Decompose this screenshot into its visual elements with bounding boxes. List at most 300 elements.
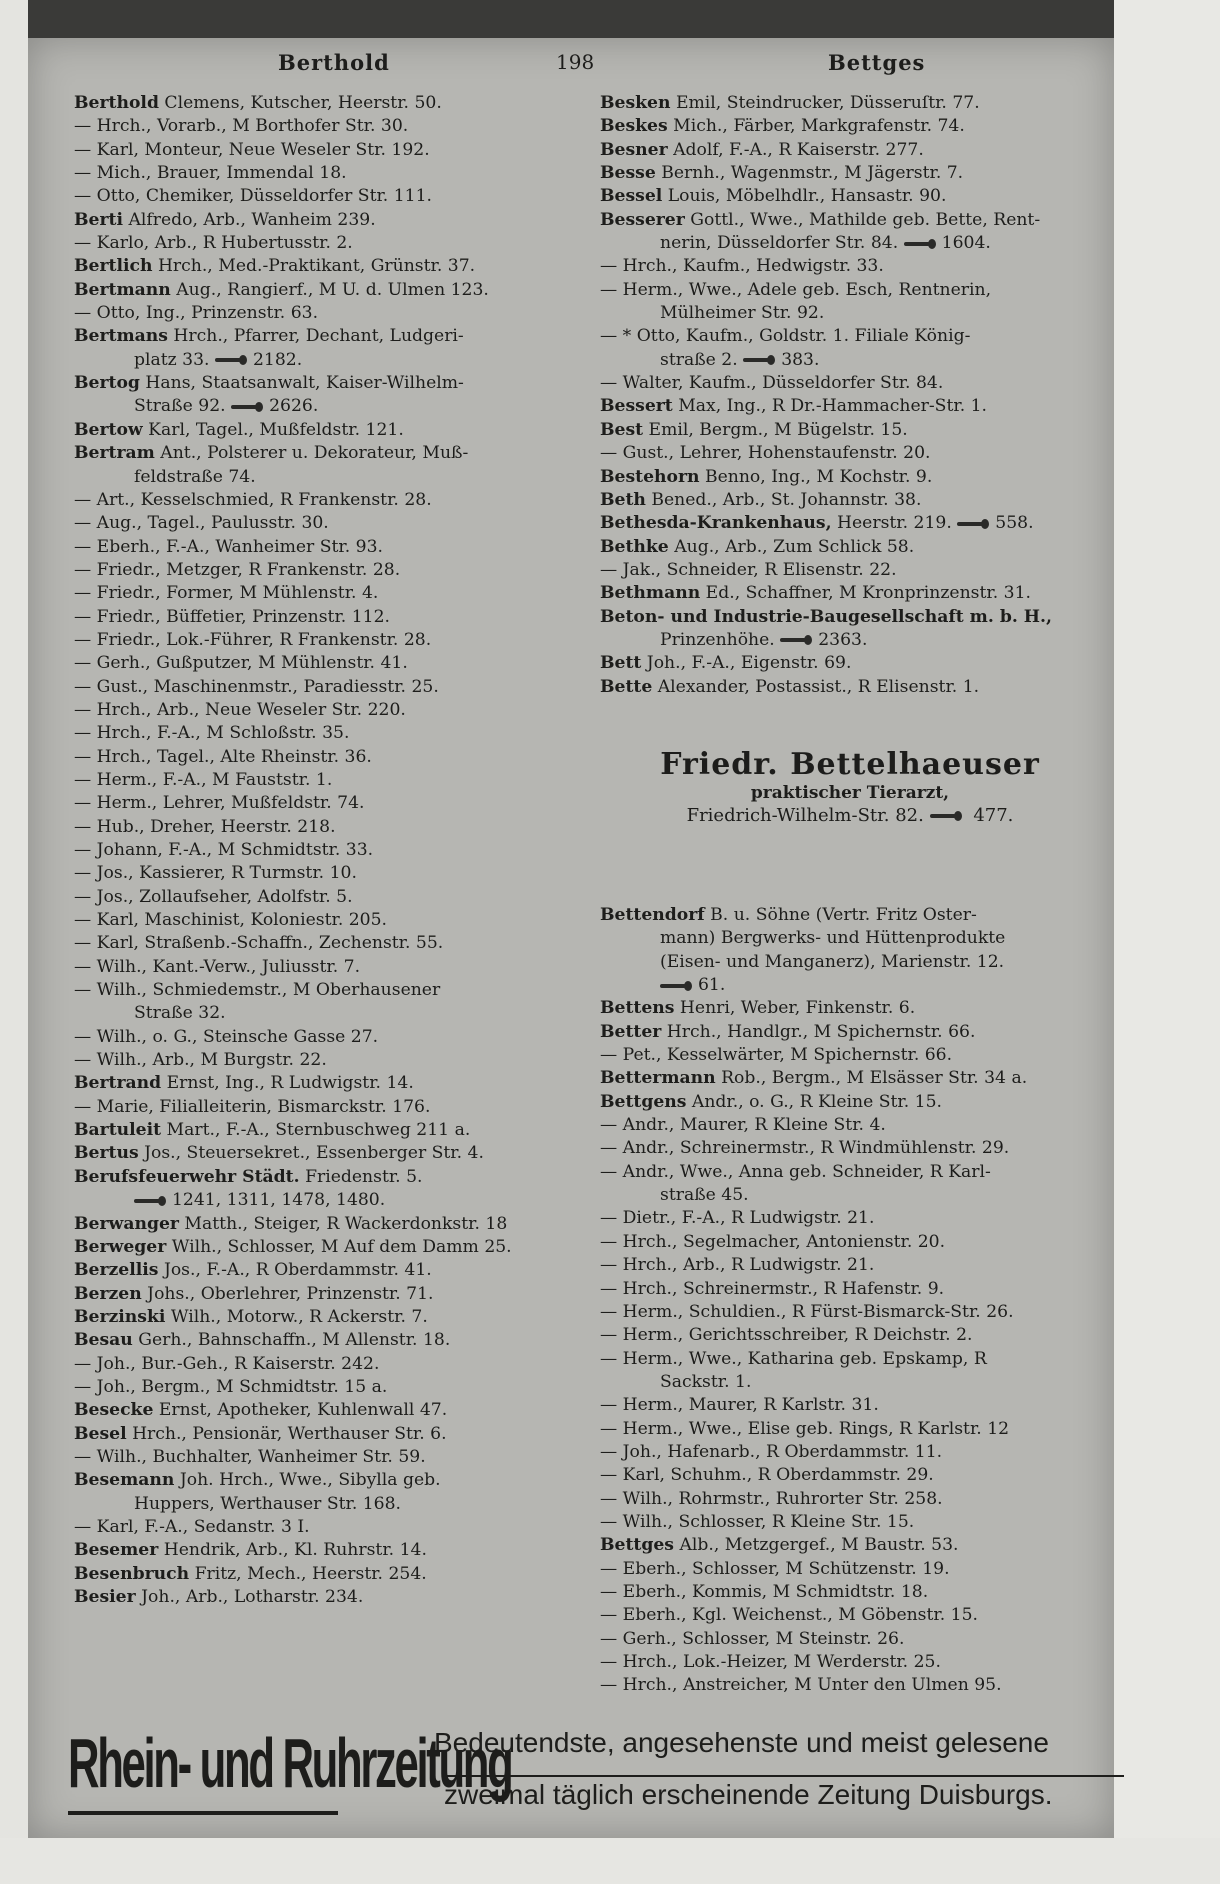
directory-entry xyxy=(74,1259,574,1282)
entry-details: Mart., F.-A., Sternbuschweg 211 a. xyxy=(161,1120,471,1141)
entry-phone-number: 2626. xyxy=(269,396,319,417)
entry-details: Benno, Ing., M Kochstr. 9. xyxy=(699,466,933,487)
directory-entry xyxy=(74,932,574,955)
entry-details: Emil, Bergm., M Bügelstr. 15. xyxy=(643,419,908,440)
entry-surname: Besecke xyxy=(74,1400,154,1421)
entry-details: Alb., Metzgergef., M Baustr. 53. xyxy=(673,1535,959,1556)
entry-details: Jos., F.-A., R Oberdammstr. 41. xyxy=(158,1260,432,1281)
entry-surname: Berufsfeuerwehr Städt. xyxy=(74,1166,300,1187)
entry-phone-number: 1241, 1311, 1478, 1480. xyxy=(172,1190,386,1211)
page-header xyxy=(28,50,1114,84)
entry-details: Hrch., Handlgr., M Spichernstr. 66. xyxy=(661,1021,976,1042)
directory-entry xyxy=(600,489,1100,512)
entry-details: nerin, Düsseldorfer Str. 84. xyxy=(660,233,899,254)
entry-surname: Besner xyxy=(600,139,668,160)
entry-details: platz 33. xyxy=(134,349,210,370)
entry-details: — Herm., Gerichtsschreiber, R Deichstr. 2. xyxy=(600,1325,973,1346)
entry-surname: Berti xyxy=(74,209,123,230)
entry-phone-number: 61. xyxy=(698,975,726,996)
directory-entry xyxy=(600,1137,1100,1160)
directory-entry xyxy=(74,419,574,442)
entry-details: Louis, Möbelhdlr., Hansastr. 90. xyxy=(662,186,947,207)
directory-entry xyxy=(600,1581,1100,1604)
entry-details: — Hrch., Arb., Neue Weseler Str. 220. xyxy=(74,699,406,720)
entry-surname: Bertow xyxy=(74,419,143,440)
page-edge-left xyxy=(0,0,28,1884)
directory-entry xyxy=(600,927,1100,950)
ad-title: Friedr. Bettelhaeuser xyxy=(660,747,1040,782)
directory-entry xyxy=(74,1329,574,1352)
entry-details: Ernst, Apotheker, Kuhlenwall 47. xyxy=(153,1400,448,1421)
entry-details: Hrch., Med.-Praktikant, Grünstr. 37. xyxy=(152,256,476,277)
directory-entry xyxy=(74,1446,574,1469)
entry-surname: Bettens xyxy=(600,998,675,1019)
entry-surname: Bettges xyxy=(600,1535,674,1556)
entry-details: Friedenstr. 5. xyxy=(299,1166,423,1187)
entry-details: Wilh., Schlosser, M Auf dem Damm 25. xyxy=(166,1236,512,1257)
directory-entry xyxy=(74,582,574,605)
directory-entry xyxy=(600,1534,1100,1557)
directory-entry xyxy=(600,1394,1100,1417)
directory-entry xyxy=(74,209,574,232)
entry-surname: Bertlich xyxy=(74,256,153,277)
entry-surname: Besier xyxy=(74,1587,136,1607)
entry-phone-number: 2363. xyxy=(818,629,868,650)
entry-details: — Marie, Filialleiterin, Bismarckstr. 176. xyxy=(74,1096,431,1117)
directory-entry xyxy=(600,1418,1100,1441)
entry-details: — Karl, Maschinist, Koloniestr. 205. xyxy=(74,910,388,931)
directory-entry xyxy=(74,302,574,325)
directory-page xyxy=(28,38,1114,1838)
entry-details: Matth., Steiger, R Wackerdonkstr. 18 xyxy=(178,1213,508,1234)
left-column xyxy=(74,92,574,1609)
entry-details: — Wilh., Rohrmstr., Ruhrorter Str. 258. xyxy=(600,1488,943,1509)
directory-entry xyxy=(74,1423,574,1446)
telephone-icon xyxy=(231,402,265,412)
entry-surname: Bessert xyxy=(600,396,673,417)
directory-entry xyxy=(74,1166,574,1189)
directory-entry xyxy=(74,1049,574,1072)
entry-details: — Jos., Zollaufseher, Adolfstr. 5. xyxy=(74,886,353,907)
logo-underline xyxy=(68,1811,338,1815)
directory-entry xyxy=(600,139,1100,162)
entry-details: Adolf, F.-A., R Kaiserstr. 277. xyxy=(667,139,924,160)
telephone-icon xyxy=(957,519,991,529)
entry-surname: Bartuleit xyxy=(74,1120,162,1141)
entry-details: — Herm., F.-A., M Fauststr. 1. xyxy=(74,769,333,790)
directory-entry xyxy=(600,279,1100,302)
directory-entry xyxy=(74,489,574,512)
entry-details: — Friedr., Metzger, R Frankenstr. 28. xyxy=(74,559,401,580)
entry-details: — Pet., Kesselwärter, M Spichernstr. 66. xyxy=(600,1045,953,1066)
entry-details: — * Otto, Kaufm., Goldstr. 1. Filiale König- xyxy=(600,326,971,347)
entry-surname: Bertus xyxy=(74,1143,139,1164)
entry-details: — Hub., Dreher, Heerstr. 218. xyxy=(74,816,336,837)
directory-entry xyxy=(74,676,574,699)
directory-entry xyxy=(600,92,1100,115)
entry-details: — Karl, Monteur, Neue Weseler Str. 192. xyxy=(74,139,430,160)
entry-surname: Beton- und Industrie-Baugesellschaft m. b. H., xyxy=(600,606,1053,627)
entry-details: — Hrch., Schreinermstr., R Hafenstr. 9. xyxy=(600,1278,945,1299)
entry-details: — Herm., Maurer, R Karlstr. 31. xyxy=(600,1395,879,1416)
entry-details: — Hrch., Kaufm., Hedwigstr. 33. xyxy=(600,256,884,277)
directory-entry xyxy=(600,325,1100,348)
entry-details: Prinzenhöhe. xyxy=(660,629,775,650)
entry-details: — Eberh., Kommis, M Schmidtstr. 18. xyxy=(600,1581,929,1602)
directory-entry xyxy=(74,1119,574,1142)
entry-surname: Beth xyxy=(600,489,646,510)
directory-entry xyxy=(74,255,574,278)
directory-entry xyxy=(600,209,1100,232)
directory-entry xyxy=(74,559,574,582)
directory-entry xyxy=(74,886,574,909)
entry-details: — Wilh., Buchhalter, Wanheimer Str. 59. xyxy=(74,1446,426,1467)
directory-entry xyxy=(600,559,1100,582)
entry-details: — Johann, F.-A., M Schmidtstr. 33. xyxy=(74,840,374,860)
entry-details: — Wilh., Arb., M Burgstr. 22. xyxy=(74,1050,327,1071)
entry-details: — Joh., Bergm., M Schmidtstr. 15 a. xyxy=(74,1376,388,1397)
entry-details: Alexander, Postassist., R Elisenstr. 1. xyxy=(652,676,980,697)
directory-entry xyxy=(74,279,574,302)
entry-details: feldstraße 74. xyxy=(134,466,256,487)
entry-surname: Bethke xyxy=(600,536,669,557)
directory-entry xyxy=(600,1488,1100,1511)
entry-details: — Herm., Wwe., Elise geb. Rings, R Karlstr. 12 xyxy=(600,1418,1010,1439)
ad-address: Friedrich-Wilhelm-Str. 82. xyxy=(686,805,924,826)
entry-details: Ernst, Ing., R Ludwigstr. 14. xyxy=(161,1073,414,1094)
entry-details: Andr., o. G., R Kleine Str. 15. xyxy=(686,1091,942,1112)
entry-surname: Besemann xyxy=(74,1470,175,1491)
entry-details: Huppers, Werthauser Str. 168. xyxy=(134,1493,402,1514)
directory-entry xyxy=(600,974,1100,997)
entry-details: Alfredo, Arb., Wanheim 239. xyxy=(123,209,376,230)
directory-entry xyxy=(600,442,1100,465)
directory-entry xyxy=(600,1161,1100,1184)
directory-entry xyxy=(600,185,1100,208)
directory-entry xyxy=(600,1301,1100,1324)
directory-entry xyxy=(600,997,1100,1020)
entry-details: Aug., Rangierf., M U. d. Ulmen 123. xyxy=(170,279,489,300)
directory-entry xyxy=(74,652,574,675)
entry-surname: Bertog xyxy=(74,373,140,394)
page-number: 198 xyxy=(556,50,595,74)
entry-details: — Wilh., o. G., Steinsche Gasse 27. xyxy=(74,1026,379,1047)
directory-entry xyxy=(74,1213,574,1236)
entry-surname: Bett xyxy=(600,653,642,674)
header-left-keyword: Berthold xyxy=(278,50,390,75)
entry-details: Ed., Schaffner, M Kronprinzenstr. 31. xyxy=(700,583,1031,604)
directory-entry xyxy=(74,372,574,395)
directory-entry xyxy=(74,1189,574,1212)
entry-details: — Mich., Brauer, Immendal 18. xyxy=(74,163,347,184)
directory-entry xyxy=(600,1558,1100,1581)
entry-surname: Beskes xyxy=(600,116,668,137)
entry-details: Straße 92. xyxy=(134,396,226,417)
directory-entry xyxy=(600,1371,1100,1394)
entry-details: Sackstr. 1. xyxy=(660,1371,752,1392)
right-column-top xyxy=(600,92,1100,699)
entry-details: Clemens, Kutscher, Heerstr. 50. xyxy=(158,93,442,113)
entry-details: — Dietr., F.-A., R Ludwigstr. 21. xyxy=(600,1208,875,1229)
directory-entry xyxy=(74,395,574,418)
entry-details: — Hrch., Segelmacher, Antonienstr. 20. xyxy=(600,1231,946,1252)
directory-entry xyxy=(600,652,1100,675)
right-column-bottom xyxy=(600,904,1100,1698)
directory-entry xyxy=(600,1674,1100,1697)
directory-entry xyxy=(74,1399,574,1422)
entry-surname: Bertmann xyxy=(74,279,171,300)
ad-subtitle: praktischer Tierarzt, xyxy=(750,783,950,803)
entry-details: Joh. Hrch., Wwe., Sibylla geb. xyxy=(174,1470,441,1491)
directory-entry xyxy=(600,904,1100,927)
entry-details: — Eberh., Schlosser, M Schützenstr. 19. xyxy=(600,1558,950,1579)
entry-details: Fritz, Mech., Heerstr. 254. xyxy=(189,1563,427,1584)
directory-entry xyxy=(600,1254,1100,1277)
directory-entry xyxy=(74,839,574,862)
entry-surname: Bette xyxy=(600,676,653,697)
entry-surname: Berzellis xyxy=(74,1260,159,1281)
directory-entry xyxy=(600,1511,1100,1534)
entry-details: — Karl, Schuhm., R Oberdammstr. 29. xyxy=(600,1465,934,1486)
directory-entry xyxy=(74,139,574,162)
telephone-icon xyxy=(780,635,814,645)
entry-surname: Better xyxy=(600,1021,662,1042)
entry-details: Straße 32. xyxy=(134,1003,226,1024)
directory-entry xyxy=(600,115,1100,138)
entry-details: — Friedr., Lok.-Führer, R Frankenstr. 28. xyxy=(74,629,432,650)
directory-entry xyxy=(74,512,574,535)
directory-entry xyxy=(74,909,574,932)
entry-details: — Karlo, Arb., R Hubertusstr. 2. xyxy=(74,233,353,254)
entry-details: Mich., Färber, Markgrafenstr. 74. xyxy=(667,116,965,137)
directory-entry xyxy=(600,395,1100,418)
directory-entry xyxy=(600,536,1100,559)
directory-entry xyxy=(600,1067,1100,1090)
entry-details: — Eberh., F.-A., Wanheimer Str. 93. xyxy=(74,536,384,557)
directory-entry xyxy=(74,349,574,372)
footer-tagline-1: Bedeutendste, angesehenste und meist gelesene xyxy=(434,1727,1049,1758)
entry-details: — Art., Kesselschmied, R Frankenstr. 28. xyxy=(74,489,432,510)
directory-entry xyxy=(74,1306,574,1329)
entry-details: — Otto, Ing., Prinzenstr. 63. xyxy=(74,303,319,324)
directory-entry xyxy=(74,1072,574,1095)
entry-details: B. u. Söhne (Vertr. Fritz Oster- xyxy=(704,905,977,925)
entry-surname: Berzen xyxy=(74,1283,142,1304)
entry-details: — Andr., Maurer, R Kleine Str. 4. xyxy=(600,1115,886,1136)
entry-details: — Jos., Kassierer, R Turmstr. 10. xyxy=(74,863,357,884)
directory-entry xyxy=(600,1044,1100,1067)
entry-details: Heerstr. 219. xyxy=(831,513,952,534)
telephone-icon xyxy=(930,811,964,821)
entry-surname: Bettendorf xyxy=(600,905,705,925)
footer-tagline-2: zweimal täglich erscheinende Zeitung Duisburgs. xyxy=(444,1775,1124,1811)
directory-entry xyxy=(600,419,1100,442)
entry-details: — Friedr., Former, M Mühlenstr. 4. xyxy=(74,583,379,604)
directory-entry xyxy=(600,1184,1100,1207)
directory-entry xyxy=(600,1324,1100,1347)
directory-entry xyxy=(600,1348,1100,1371)
directory-entry xyxy=(74,722,574,745)
directory-entry xyxy=(74,862,574,885)
entry-surname: Besemer xyxy=(74,1540,159,1561)
directory-entry xyxy=(74,325,574,348)
entry-surname: Besenbruch xyxy=(74,1563,190,1584)
directory-entry xyxy=(600,1091,1100,1114)
entry-details: — Gerh., Gußputzer, M Mühlenstr. 41. xyxy=(74,653,408,674)
entry-details: — Herm., Wwe., Adele geb. Esch, Rentnerin, xyxy=(600,279,992,300)
entry-details: — Gust., Maschinenmstr., Paradiesstr. 25. xyxy=(74,676,439,697)
directory-entry xyxy=(74,629,574,652)
entry-details: — Wilh., Kant.-Verw., Juliusstr. 7. xyxy=(74,956,361,977)
directory-entry xyxy=(74,115,574,138)
directory-entry xyxy=(74,1376,574,1399)
directory-entry xyxy=(74,442,574,465)
entry-details: — Hrch., Vorarb., M Borthofer Str. 30. xyxy=(74,116,409,137)
entry-details: — Friedr., Büffetier, Prinzenstr. 112. xyxy=(74,606,390,627)
directory-entry xyxy=(74,956,574,979)
directory-entry xyxy=(600,162,1100,185)
directory-entry xyxy=(600,302,1100,325)
entry-details: Mülheimer Str. 92. xyxy=(660,303,825,324)
directory-entry xyxy=(600,1604,1100,1627)
directory-entry xyxy=(74,1469,574,1492)
directory-entry xyxy=(600,372,1100,395)
directory-entry xyxy=(74,1026,574,1049)
telephone-icon xyxy=(904,239,938,249)
page-edge-right xyxy=(1114,0,1220,1884)
entry-details: Bernh., Wagenmstr., M Jägerstr. 7. xyxy=(655,163,964,184)
directory-entry xyxy=(600,606,1100,629)
entry-details: Gottl., Wwe., Mathilde geb. Bette, Rent- xyxy=(684,209,1041,230)
entry-details: Karl, Tagel., Mußfeldstr. 121. xyxy=(142,419,404,440)
entry-surname: Besel xyxy=(74,1423,127,1444)
directory-entry xyxy=(600,1114,1100,1137)
entry-details: Hans, Staatsanwalt, Kaiser-Wilhelm- xyxy=(139,373,464,394)
entry-details: — Gust., Lehrer, Hohenstaufenstr. 20. xyxy=(600,443,931,464)
entry-surname: Bethmann xyxy=(600,583,701,604)
newspaper-logo: Rhein- und Ruhrzeitung xyxy=(68,1723,512,1802)
entry-details: Gerh., Bahnschaffn., M Allenstr. 18. xyxy=(132,1330,451,1351)
entry-details: — Eberh., Kgl. Weichenst., M Göbenstr. 15. xyxy=(600,1605,978,1626)
directory-entry xyxy=(74,1539,574,1562)
directory-entry xyxy=(74,1563,574,1586)
entry-details: Hrch., Pfarrer, Dechant, Ludgeri- xyxy=(167,326,464,347)
entry-details: Hrch., Pensionär, Werthauser Str. 6. xyxy=(126,1423,447,1444)
directory-entry xyxy=(600,951,1100,974)
entry-details: — Herm., Lehrer, Mußfeldstr. 74. xyxy=(74,793,365,814)
directory-entry xyxy=(74,466,574,489)
entry-details: — Joh., Bur.-Geh., R Kaiserstr. 242. xyxy=(74,1353,380,1374)
entry-details: — Andr., Wwe., Anna geb. Schneider, R Karl- xyxy=(600,1161,991,1182)
directory-entry xyxy=(600,582,1100,605)
entry-surname: Berweger xyxy=(74,1236,167,1257)
entry-details: — Andr., Schreinermstr., R Windmühlenstr. 29. xyxy=(600,1138,1010,1159)
directory-entry xyxy=(600,1464,1100,1487)
directory-entry xyxy=(600,232,1100,255)
entry-details: Hendrik, Arb., Kl. Ruhrstr. 14. xyxy=(158,1540,427,1561)
entry-phone-number: 558. xyxy=(995,513,1034,534)
directory-entry xyxy=(74,792,574,815)
directory-entry xyxy=(600,1651,1100,1674)
entry-details: Wilh., Motorw., R Ackerstr. 7. xyxy=(165,1306,428,1327)
entry-surname: Besse xyxy=(600,163,656,184)
telephone-icon xyxy=(743,355,777,365)
entry-surname: Bertrand xyxy=(74,1073,162,1094)
entry-phone-number: 1604. xyxy=(941,233,991,254)
directory-entry xyxy=(600,512,1100,535)
entry-details: Johs., Oberlehrer, Prinzenstr. 71. xyxy=(141,1283,434,1304)
directory-entry xyxy=(600,1021,1100,1044)
ad-phone: 477. xyxy=(973,805,1014,826)
directory-entry xyxy=(74,162,574,185)
entry-details: — Joh., Hafenarb., R Oberdammstr. 11. xyxy=(600,1441,943,1462)
entry-details: (Eisen- und Manganerz), Marienstr. 12. xyxy=(660,951,1005,972)
page-edge-bottom xyxy=(0,1838,1220,1884)
directory-entry xyxy=(74,1586,574,1609)
entry-surname: Bertmans xyxy=(74,326,168,347)
entry-details: Bened., Arb., St. Johannstr. 38. xyxy=(645,489,922,510)
entry-details: — Aug., Tagel., Paulusstr. 30. xyxy=(74,513,329,534)
entry-details: Henri, Weber, Finkenstr. 6. xyxy=(674,998,916,1019)
entry-surname: Berzinski xyxy=(74,1306,166,1327)
entry-details: — Herm., Wwe., Katharina geb. Epskamp, R xyxy=(600,1348,987,1369)
entry-details: — Hrch., Anstreicher, M Unter den Ulmen 95. xyxy=(600,1675,1002,1696)
directory-entry xyxy=(74,536,574,559)
ad-address-line xyxy=(600,804,1100,828)
entry-phone-number: 383. xyxy=(781,349,820,370)
advertisement-bettelhaeuser xyxy=(600,748,1100,840)
directory-entry xyxy=(74,1353,574,1376)
entry-details: straße 2. xyxy=(660,349,738,370)
directory-entry xyxy=(74,92,574,115)
entry-surname: Besken xyxy=(600,93,671,113)
directory-entry xyxy=(74,1236,574,1259)
directory-entry xyxy=(74,1516,574,1539)
directory-entry xyxy=(600,1628,1100,1651)
entry-details: Aug., Arb., Zum Schlick 58. xyxy=(668,536,915,557)
directory-entry xyxy=(74,1493,574,1516)
directory-entry xyxy=(74,1096,574,1119)
directory-entry xyxy=(600,1278,1100,1301)
entry-surname: Berthold xyxy=(74,93,159,113)
directory-entry xyxy=(74,606,574,629)
directory-entry xyxy=(600,629,1100,652)
entry-details: — Karl, Straßenb.-Schaffn., Zechenstr. 55. xyxy=(74,933,444,954)
header-right-keyword: Bettges xyxy=(828,50,926,75)
entry-surname: Besau xyxy=(74,1330,133,1351)
directory-entry xyxy=(600,1207,1100,1230)
entry-surname: Bestehorn xyxy=(600,466,700,487)
entry-details: Joh., F.-A., Eigenstr. 69. xyxy=(641,653,852,674)
entry-surname: Bertram xyxy=(74,443,155,464)
entry-details: — Wilh., Schmiedemstr., M Oberhausener xyxy=(74,980,441,1001)
entry-details: — Hrch., F.-A., M Schloßstr. 35. xyxy=(74,723,350,744)
entry-details: — Jak., Schneider, R Elisenstr. 22. xyxy=(600,559,897,580)
entry-surname: Best xyxy=(600,419,644,440)
directory-entry xyxy=(600,1441,1100,1464)
directory-entry xyxy=(600,1231,1100,1254)
entry-details: Ant., Polsterer u. Dekorateur, Muß- xyxy=(154,443,469,464)
entry-details: — Gerh., Schlosser, M Steinstr. 26. xyxy=(600,1628,905,1649)
directory-entry xyxy=(74,769,574,792)
directory-entry xyxy=(74,746,574,769)
directory-entry xyxy=(74,816,574,839)
entry-details: Joh., Arb., Lotharstr. 234. xyxy=(135,1587,364,1607)
directory-entry xyxy=(74,1142,574,1165)
footer-advertisement xyxy=(68,1723,1108,1823)
directory-entry xyxy=(74,1283,574,1306)
entry-details: — Otto, Chemiker, Düsseldorfer Str. 111. xyxy=(74,186,432,207)
